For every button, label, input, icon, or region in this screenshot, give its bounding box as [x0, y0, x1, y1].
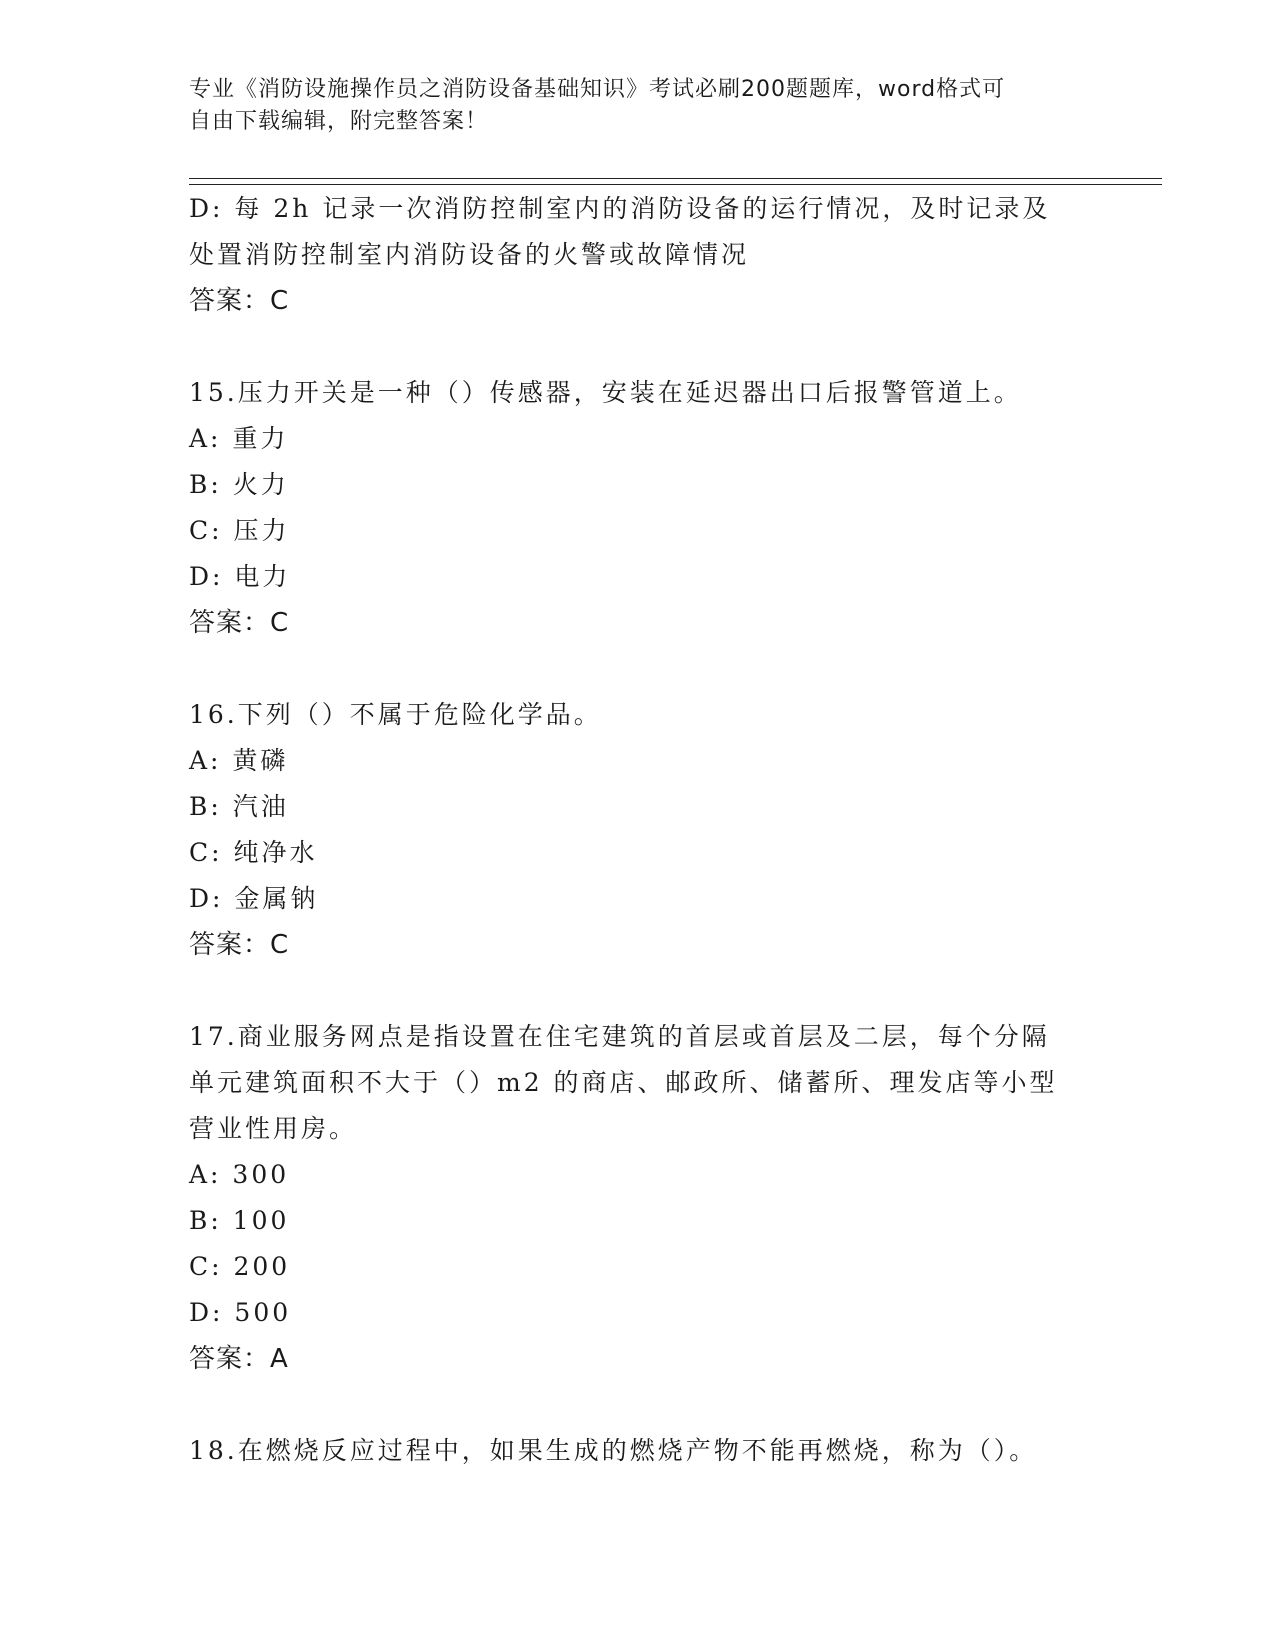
answer-line: 答案：A [189, 1344, 289, 1374]
question-18 [189, 1428, 1089, 1474]
question-stem-line-3: 营业性用房。 [189, 1114, 358, 1143]
option-b: B: 100 [189, 1206, 290, 1235]
option-a: A: 重力 [189, 424, 289, 453]
document-body [189, 186, 1089, 1474]
header-line-1: 专业《消防设施操作员之消防设备基础知识》考试必刷200题题库，word格式可 [189, 77, 1006, 102]
option-c: C: 200 [189, 1252, 291, 1281]
spacer [189, 1382, 1089, 1428]
option-b: B: 汽油 [189, 792, 289, 821]
answer-line: 答案：C [189, 930, 290, 960]
spacer [189, 968, 1089, 1014]
question-stem-line-1: 17.商业服务网点是指设置在住宅建筑的首层或首层及二层，每个分隔 [189, 1022, 1050, 1051]
question-14-continuation [189, 186, 1089, 324]
question-stem: 18.在燃烧反应过程中，如果生成的燃烧产物不能再燃烧，称为（）。 [189, 1436, 1038, 1465]
question-stem: 16.下列（）不属于危险化学品。 [189, 700, 602, 729]
header-line-2: 自由下载编辑，附完整答案！ [189, 109, 489, 134]
option-c: C: 压力 [189, 516, 290, 545]
option-b: B: 火力 [189, 470, 289, 499]
answer-line: 答案：C [189, 608, 290, 638]
header-divider-bottom [189, 184, 1162, 185]
option-d: D: 500 [189, 1298, 292, 1327]
option-a: A: 黄磷 [189, 746, 289, 775]
question-15 [189, 370, 1089, 646]
question-17 [189, 1014, 1089, 1382]
option-a: A: 300 [189, 1160, 290, 1189]
spacer [189, 646, 1089, 692]
option-c: C: 纯净水 [189, 838, 318, 867]
header-divider-top [189, 178, 1162, 179]
option-d: D: 电力 [189, 562, 291, 591]
option-d-line-1: D: 每 2h 记录一次消防控制室内的消防设备的运行情况，及时记录及 [189, 194, 1051, 223]
spacer [189, 324, 1089, 370]
option-d-line-2: 处置消防控制室内消防设备的火警或故障情况 [189, 240, 750, 269]
question-stem-line-2: 单元建筑面积不大于（）m2 的商店、邮政所、储蓄所、理发店等小型 [189, 1068, 1058, 1097]
option-d: D: 金属钠 [189, 884, 319, 913]
document-header [189, 74, 1069, 138]
answer-line: 答案：C [189, 286, 290, 316]
question-16 [189, 692, 1089, 968]
question-stem: 15.压力开关是一种（）传感器，安装在延迟器出口后报警管道上。 [189, 378, 1022, 407]
